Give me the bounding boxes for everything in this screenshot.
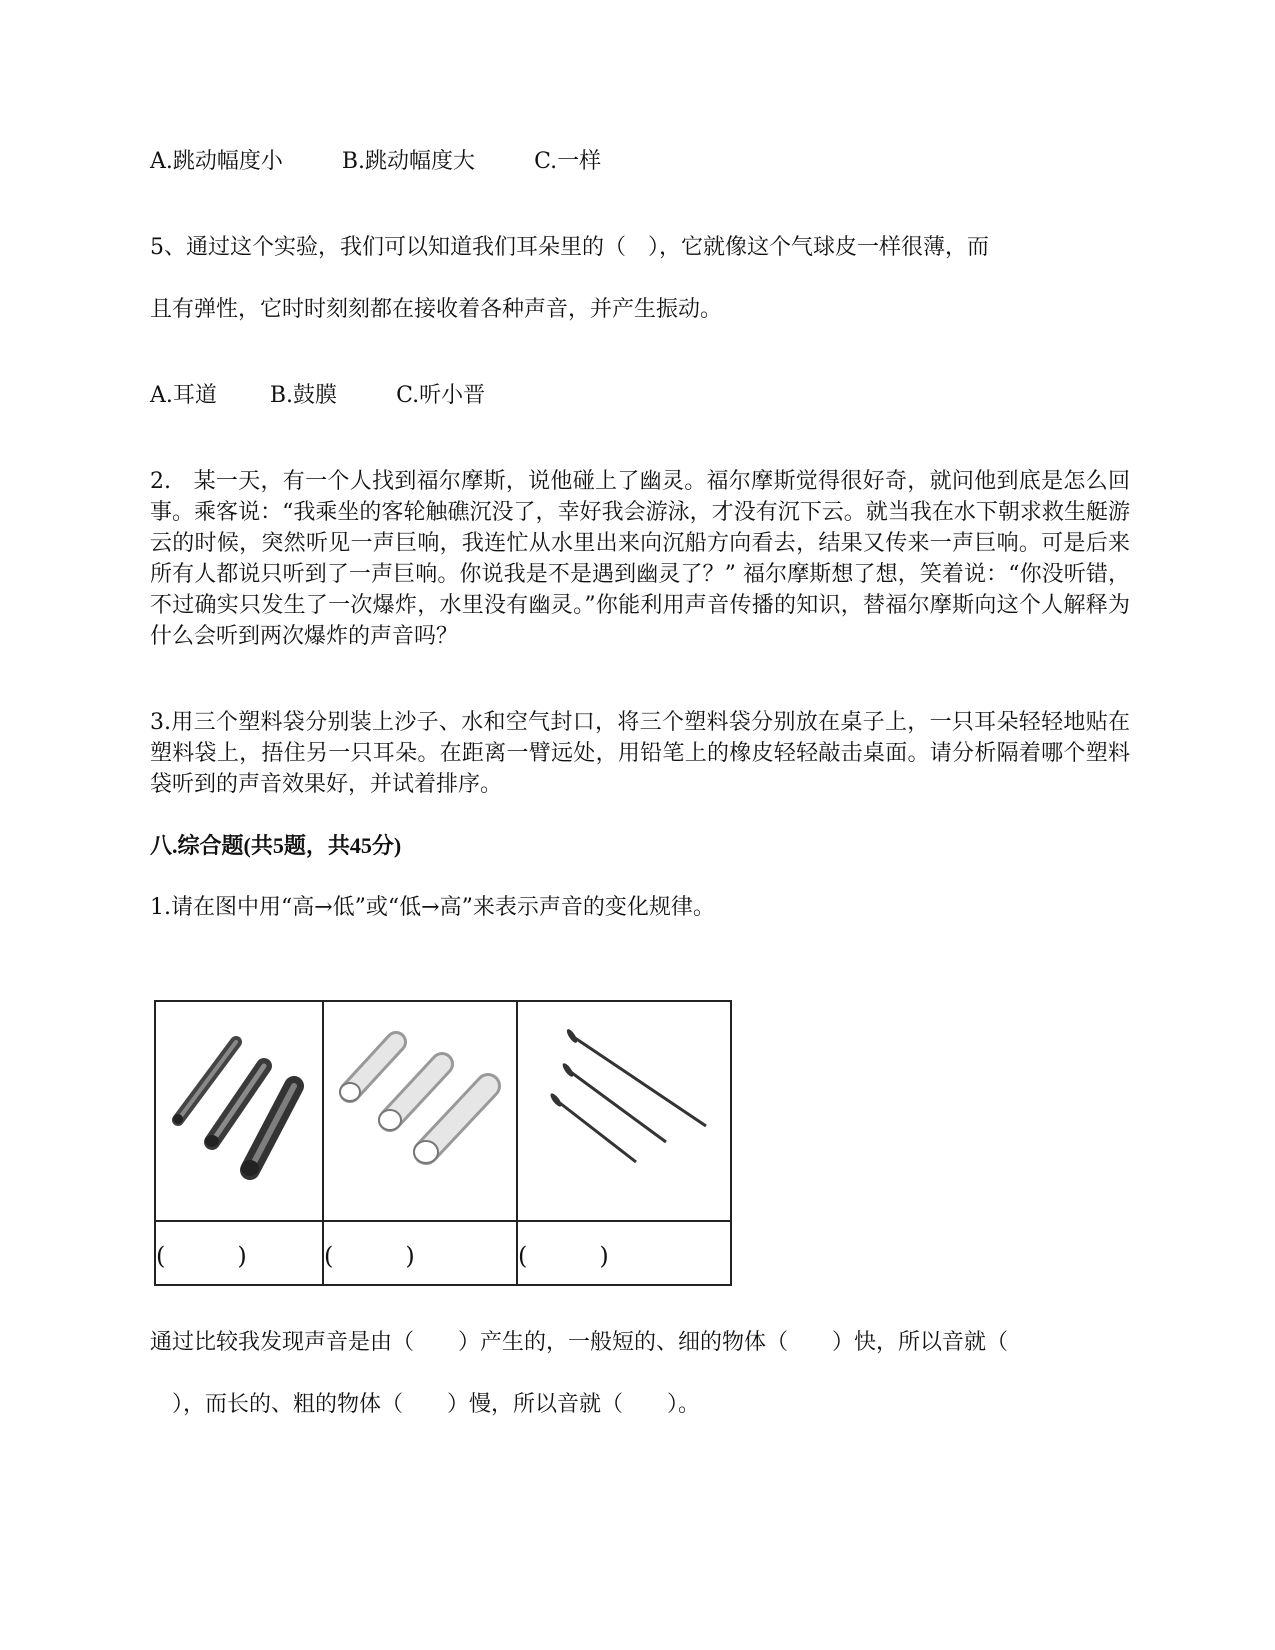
q5-line-1: 5、通过这个实验，我们可以知道我们耳朵里的（ ），它就像这个气球皮一样很薄，而 xyxy=(150,235,989,260)
q4-option-b: B.跳动幅度大 xyxy=(341,149,476,174)
image-cell-nails xyxy=(517,1001,731,1221)
question-2-text: 2. 某一天，有一个人找到福尔摩斯，说他碰上了幽灵。福尔摩斯觉得很好奇，就问他到底是怎么回事。乘客说：“我乘坐的客轮触礁沉没了，幸好我会游泳，才没有沉下云。就当我在水下朝求救生艇游云的时候，突然听见一声巨响，我连忙从水里出来向沉船方向看去，结果又传来一声巨响。可是后来所有人都说只听到了一声巨响。你说我是不是遇到幽灵了？” 福尔摩斯想了想，笑着说：“你没听错，不过确实只发生了一次爆炸，水里没有幽灵。”你能利用声音传播的知识，替福尔摩斯向这个人解释为什么会听到两次爆炸的声音吗？ xyxy=(150,469,1130,649)
answer-blank-1[interactable]: ( ) xyxy=(155,1221,323,1285)
q4-option-c: C.一样 xyxy=(534,149,602,174)
section-title: 八.综合题(共5题，共45分) xyxy=(150,833,402,858)
image-cell-paper-tubes xyxy=(323,1001,517,1221)
figure-table xyxy=(154,1000,732,1286)
metal-rods-image xyxy=(156,1002,322,1216)
answer-blank-3[interactable]: ( ) xyxy=(517,1221,731,1285)
q5-option-b: B.鼓膜 xyxy=(269,383,338,408)
conclusion-line-1: 通过比较我发现声音是由（ ）产生的，一般短的、细的物体（ ）快，所以音就（ xyxy=(150,1330,1009,1355)
question-3-text: 3.用三个塑料袋分别装上沙子、水和空气封口，将三个塑料袋分别放在桌子上，一只耳朵轻轻地贴在塑料袋上，捂住另一只耳朵。在距离一臂远处，用铅笔上的橡皮轻轻敲击桌面。请分析隔着哪个塑料袋听到的声音效果好，并试着排序。 xyxy=(150,710,1130,797)
q5-option-a: A.耳道 xyxy=(150,383,217,408)
answer-blank-2[interactable]: ( ) xyxy=(323,1221,517,1285)
paper-tubes-image xyxy=(324,1002,516,1216)
image-cell-metal-rods xyxy=(155,1001,323,1221)
q4-option-a: A.跳动幅度小 xyxy=(150,149,283,174)
nails-image xyxy=(518,1002,730,1216)
q5-option-c: C.听小晋 xyxy=(396,383,486,408)
q4-options xyxy=(150,146,601,178)
conclusion-line-2: ），而长的、粗的物体（ ）慢，所以音就（ ）。 xyxy=(150,1392,701,1417)
q5-options xyxy=(150,380,485,412)
q5-line-2: 且有弹性，它时时刻刻都在接收着各种声音，并产生振动。 xyxy=(150,297,723,322)
question-8-1-text: 1.请在图中用“高→低”或“低→高”来表示声音的变化规律。 xyxy=(150,895,715,920)
